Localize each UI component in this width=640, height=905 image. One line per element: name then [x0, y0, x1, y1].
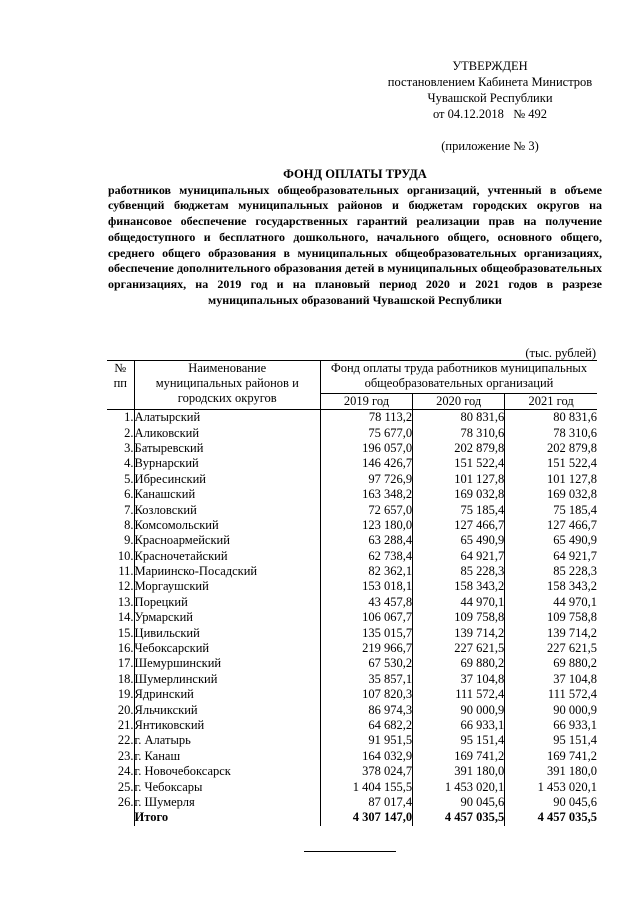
row-value-2019: 35 857,1 — [320, 672, 412, 687]
fund-table — [107, 360, 597, 826]
row-value-2019: 82 362,1 — [320, 564, 412, 579]
approval-date-number: от 04.12.2018 № 492 — [432, 107, 548, 121]
row-value-2021: 151 522,4 — [547, 456, 597, 471]
row-name: Козловский — [134, 502, 320, 517]
row-number: 12. — [117, 579, 134, 594]
row-number: 13. — [117, 594, 134, 609]
approval-title: УТВЕРЖДЕН — [452, 59, 528, 73]
row-number: 18. — [117, 671, 134, 686]
row-name: г. Канаш — [134, 749, 320, 764]
row-number: 8. — [124, 517, 134, 532]
row-value-2019: 1 404 155,5 — [320, 779, 412, 794]
row-value-2019: 219 966,7 — [320, 641, 412, 656]
row-number: 4. — [124, 456, 134, 471]
table-row — [107, 610, 597, 625]
row-value-2019: 72 657,0 — [320, 502, 412, 517]
row-name: г. Шумерля — [134, 795, 320, 810]
row-value-2020: 85 228,3 — [413, 564, 505, 579]
table-row — [107, 641, 597, 656]
row-value-2020: 109 758,8 — [413, 610, 505, 625]
total-number — [107, 810, 134, 825]
row-value-2021: 139 714,2 — [547, 625, 597, 640]
row-value-2019: 146 426,7 — [320, 456, 412, 471]
table-row — [107, 456, 597, 471]
row-number: 6. — [124, 487, 134, 502]
row-number: 9. — [124, 533, 134, 548]
row-number: 11. — [118, 564, 134, 579]
header-year-2020: 2020 год — [413, 394, 505, 410]
table-row — [107, 502, 597, 517]
row-number: 25. — [117, 779, 134, 794]
row-value-2021: 66 933,1 — [553, 718, 597, 732]
row-value-2020: 66 933,1 — [413, 718, 505, 733]
table-total-row — [107, 810, 597, 825]
row-value-2019: 86 974,3 — [320, 702, 412, 717]
row-value-2019: 78 113,2 — [320, 410, 412, 426]
row-value-2021: 169 032,8 — [547, 487, 597, 502]
row-name: Ядринский — [134, 687, 320, 702]
header-number — [107, 361, 134, 410]
row-value-2020: 64 921,7 — [413, 549, 505, 564]
row-number: 5. — [124, 471, 134, 486]
table-row — [107, 487, 597, 502]
row-number: 16. — [117, 641, 134, 656]
table-row — [107, 549, 597, 564]
bottom-divider — [304, 851, 396, 852]
row-name: Янтиковский — [134, 718, 320, 733]
row-value-2020: 90 000,9 — [413, 702, 505, 717]
row-name: г. Алатырь — [134, 733, 320, 748]
table-row — [107, 410, 597, 426]
row-value-2021: 85 228,3 — [553, 564, 597, 579]
row-value-2021: 90 045,6 — [553, 794, 597, 809]
row-name: Алатырский — [134, 410, 320, 426]
row-value-2019: 107 820,3 — [320, 687, 412, 702]
total-value-2021: 4 457 035,5 — [537, 810, 597, 825]
row-value-2019: 43 457,8 — [320, 595, 412, 610]
row-name: Аликовский — [134, 425, 320, 440]
row-number: 14. — [117, 610, 134, 625]
header-name-text: Наименование муниципальных районов и городских округов — [155, 361, 299, 405]
row-value-2021: 1 453 020,1 — [537, 779, 597, 794]
total-value-2019: 4 307 147,0 — [320, 810, 412, 825]
row-name: Ибресинский — [134, 472, 320, 487]
row-value-2019: 163 348,2 — [320, 487, 412, 502]
row-value-2020: 69 880,2 — [413, 656, 505, 671]
row-value-2021: 65 490,9 — [553, 533, 597, 548]
row-value-2020: 227 621,5 — [413, 641, 505, 656]
row-number: 21. — [117, 718, 134, 732]
row-value-2020: 44 970,1 — [413, 595, 505, 610]
row-value-2020: 1 453 020,1 — [413, 779, 505, 794]
row-value-2020: 101 127,8 — [413, 472, 505, 487]
row-name: Моргаушский — [134, 579, 320, 594]
row-number: 22. — [117, 733, 134, 748]
row-name: г. Чебоксары — [134, 779, 320, 794]
row-value-2021: 69 880,2 — [553, 656, 597, 671]
row-value-2019: 97 726,9 — [320, 472, 412, 487]
header-year-2019: 2019 год — [320, 394, 412, 410]
row-value-2021: 44 970,1 — [553, 594, 597, 609]
row-value-2019: 75 677,0 — [320, 425, 412, 440]
row-value-2019: 64 682,2 — [320, 718, 412, 733]
table-row — [107, 687, 597, 702]
row-value-2020: 169 741,2 — [413, 749, 505, 764]
header-number-text: № пп — [113, 361, 127, 390]
row-name: Красночетайский — [134, 549, 320, 564]
unit-label: (тыс. рублей) — [525, 346, 596, 360]
row-value-2021: 158 343,2 — [547, 579, 597, 594]
row-value-2020: 75 185,4 — [413, 502, 505, 517]
row-value-2021: 227 621,5 — [547, 641, 597, 656]
table-row — [107, 672, 597, 687]
row-value-2021: 109 758,8 — [547, 610, 597, 625]
table-row — [107, 441, 597, 456]
row-value-2021: 64 921,7 — [553, 548, 597, 563]
row-value-2019: 67 530,2 — [320, 656, 412, 671]
row-name: Канашский — [134, 487, 320, 502]
row-value-2021: 169 741,2 — [547, 748, 597, 763]
row-name: Красноармейский — [134, 533, 320, 548]
row-value-2020: 78 310,6 — [413, 425, 505, 440]
row-number: 15. — [117, 625, 134, 640]
row-value-2020: 80 831,6 — [413, 410, 505, 426]
row-name: Чебоксарский — [134, 641, 320, 656]
row-value-2019: 123 180,0 — [320, 518, 412, 533]
header-year-2021: 2021 год — [505, 394, 597, 410]
row-name: Шумерлинский — [134, 672, 320, 687]
row-name: Мариинско-Посадский — [134, 564, 320, 579]
table-row — [107, 625, 597, 640]
row-value-2021: 90 000,9 — [553, 702, 597, 717]
document-title: ФОНД ОПЛАТЫ ТРУДА — [283, 167, 427, 181]
row-value-2020: 158 343,2 — [413, 579, 505, 594]
table-row — [107, 425, 597, 440]
total-label: Итого — [134, 810, 320, 825]
row-value-2020: 65 490,9 — [413, 533, 505, 548]
row-number: 3. — [124, 440, 134, 455]
row-value-2021: 202 879,8 — [547, 440, 597, 455]
row-value-2020: 202 879,8 — [413, 441, 505, 456]
table-header-row — [107, 361, 597, 394]
table-row — [107, 718, 597, 733]
row-name: Батыревский — [134, 441, 320, 456]
table-row — [107, 702, 597, 717]
row-value-2020: 127 466,7 — [413, 518, 505, 533]
row-name: Вурнарский — [134, 456, 320, 471]
header-fund — [320, 361, 597, 394]
table-row — [107, 656, 597, 671]
header-fund-text: Фонд оплаты труда работников муниципальных общеобразовательных организаций — [330, 361, 588, 390]
row-value-2020: 95 151,4 — [413, 733, 505, 748]
row-value-2020: 37 104,8 — [413, 672, 505, 687]
row-number: 2. — [124, 425, 134, 440]
row-value-2019: 378 024,7 — [320, 764, 412, 779]
table-row — [107, 733, 597, 748]
document-subtitle: работников муниципальных общеобразовательных организаций, учтенный в объеме субвенций бюджетам муниципальных районов и бюджетам городских округов на финансовое обеспечение государственных гарантий реализации прав на получение общедоступного и бесплатного дошкольного, начального общего, основного общего, среднего общего образования в муниципальных общеобразовательных организациях, обеспечение дополнительного образования детей в муниципальных общеобразовательных организациях, на 2019 год и на плановый период 2020 и 2021 годов в разрезе муниципальных образований Чувашской Республики — [108, 182, 602, 307]
row-value-2019: 135 015,7 — [320, 625, 412, 640]
row-name: Урмарский — [134, 610, 320, 625]
row-name: Цивильский — [134, 625, 320, 640]
row-value-2021: 75 185,4 — [553, 502, 597, 517]
row-value-2021: 101 127,8 — [547, 471, 597, 486]
table-row — [107, 564, 597, 579]
table-row — [107, 779, 597, 794]
row-value-2019: 62 738,4 — [320, 549, 412, 564]
table-row — [107, 472, 597, 487]
approval-republic: Чувашской Республики — [427, 91, 553, 105]
approval-decree: постановлением Кабинета Министров — [387, 75, 593, 89]
table-row — [107, 764, 597, 779]
row-value-2019: 63 288,4 — [320, 533, 412, 548]
row-name: г. Новочебоксарск — [134, 764, 320, 779]
row-number: 17. — [117, 656, 134, 671]
row-value-2021: 127 466,7 — [547, 517, 597, 532]
document-heading — [108, 167, 602, 308]
row-value-2021: 78 310,6 — [553, 425, 597, 440]
table-row — [107, 579, 597, 594]
table-row — [107, 595, 597, 610]
row-name: Яльчикский — [134, 702, 320, 717]
table-row — [107, 518, 597, 533]
header-name — [134, 361, 320, 410]
row-number: 10. — [117, 548, 134, 563]
table-body — [107, 410, 597, 826]
approval-block — [340, 58, 640, 122]
row-value-2019: 106 067,7 — [320, 610, 412, 625]
row-number: 24. — [117, 764, 134, 779]
row-value-2020: 391 180,0 — [413, 764, 505, 779]
row-value-2019: 153 018,1 — [320, 579, 412, 594]
row-value-2020: 169 032,8 — [413, 487, 505, 502]
table-row — [107, 533, 597, 548]
row-value-2021: 111 572,4 — [547, 687, 597, 702]
row-name: Комсомольский — [134, 518, 320, 533]
row-value-2020: 151 522,4 — [413, 456, 505, 471]
table-row — [107, 749, 597, 764]
row-value-2021: 95 151,4 — [553, 733, 597, 748]
row-value-2021: 37 104,8 — [553, 671, 597, 686]
row-value-2019: 164 032,9 — [320, 749, 412, 764]
row-value-2020: 90 045,6 — [413, 795, 505, 810]
row-number: 19. — [117, 687, 134, 702]
row-number: 1. — [124, 410, 134, 425]
row-number: 7. — [124, 502, 134, 517]
total-value-2020: 4 457 035,5 — [413, 810, 505, 825]
row-value-2019: 196 057,0 — [320, 441, 412, 456]
row-value-2019: 87 017,4 — [320, 795, 412, 810]
row-value-2019: 91 951,5 — [320, 733, 412, 748]
row-value-2020: 139 714,2 — [413, 625, 505, 640]
row-number: 23. — [117, 748, 134, 763]
row-name: Шемуршинский — [134, 656, 320, 671]
row-value-2020: 111 572,4 — [413, 687, 505, 702]
row-number: 20. — [117, 702, 134, 717]
row-value-2021: 80 831,6 — [553, 410, 597, 425]
table-row — [107, 795, 597, 810]
row-value-2021: 391 180,0 — [547, 764, 597, 779]
appendix-label: (приложение № 3) — [441, 139, 539, 153]
row-name: Порецкий — [134, 595, 320, 610]
row-number: 26. — [117, 794, 134, 809]
